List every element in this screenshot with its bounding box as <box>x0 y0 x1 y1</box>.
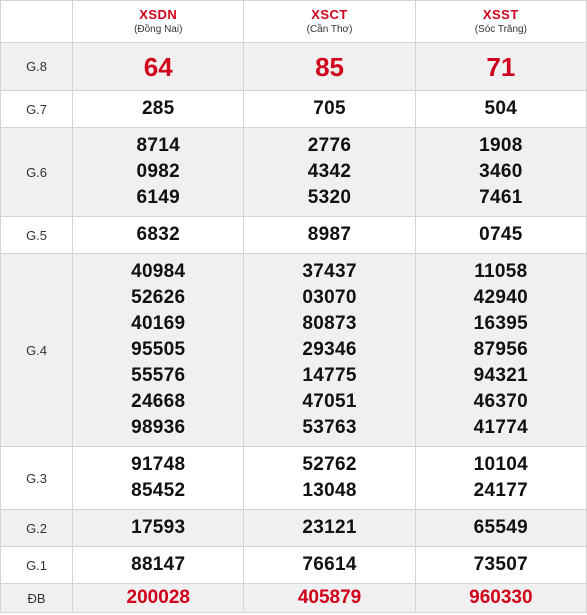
prize-number: 71 <box>486 51 516 82</box>
prize-cell <box>73 217 244 254</box>
province-code[interactable]: XSCT <box>311 6 348 22</box>
prize-number: 0982 <box>136 161 180 182</box>
prize-number: 37437 <box>302 261 357 282</box>
prize-label: G.5 <box>1 217 73 254</box>
prize-label: G.8 <box>1 43 73 91</box>
prize-number: 2776 <box>307 135 352 156</box>
prize-number: 11058 <box>474 261 528 282</box>
prize-cell <box>415 91 586 128</box>
prize-cell <box>415 128 586 217</box>
prize-cell <box>244 43 415 91</box>
prize-cell <box>415 254 586 447</box>
prize-row-g2 <box>1 510 587 547</box>
prize-number: 14775 <box>302 365 357 386</box>
prize-number: 80873 <box>302 313 357 334</box>
prize-cell <box>415 447 586 510</box>
prize-row-special <box>1 584 587 613</box>
prize-number: 73507 <box>473 554 528 575</box>
prize-row-g5 <box>1 217 587 254</box>
province-name: (Cần Thơ) <box>306 23 353 35</box>
prize-label: G.1 <box>1 547 73 584</box>
prize-number: 64 <box>143 51 173 82</box>
prize-number: 6149 <box>136 187 180 208</box>
prize-cell <box>73 128 244 217</box>
special-prize-number: 200028 <box>126 587 190 608</box>
prize-number: 10104 <box>473 454 528 475</box>
prize-number: 87956 <box>473 339 528 360</box>
prize-cell <box>73 254 244 447</box>
prize-cell <box>415 510 586 547</box>
prize-cell <box>415 547 586 584</box>
prize-cell <box>244 510 415 547</box>
prize-cell <box>73 547 244 584</box>
prize-number: 95505 <box>131 339 186 360</box>
prize-number: 98936 <box>131 417 186 438</box>
prize-number: 8714 <box>136 135 180 156</box>
prize-cell <box>244 547 415 584</box>
prize-row-g6 <box>1 128 587 217</box>
prize-number: 85452 <box>131 480 186 501</box>
prize-cell <box>415 584 586 613</box>
prize-cell <box>73 43 244 91</box>
prize-label: G.2 <box>1 510 73 547</box>
province-name: (Đồng Nai) <box>134 23 183 35</box>
prize-cell <box>415 217 586 254</box>
prize-number: 40169 <box>131 313 186 334</box>
prize-number: 24668 <box>131 391 186 412</box>
prize-number: 46370 <box>473 391 528 412</box>
special-prize-number: 405879 <box>297 587 362 608</box>
prize-cell <box>244 584 415 613</box>
prize-cell <box>73 510 244 547</box>
prize-row-g3 <box>1 447 587 510</box>
prize-label: G.4 <box>1 254 73 447</box>
prize-number: 55576 <box>131 365 186 386</box>
prize-number: 91748 <box>131 454 186 475</box>
prize-number: 52762 <box>302 454 357 475</box>
prize-number: 76614 <box>302 554 357 575</box>
prize-label: G.6 <box>1 128 73 217</box>
prize-number: 52626 <box>131 287 186 308</box>
prize-cell <box>244 128 415 217</box>
prize-number: 8987 <box>307 224 352 245</box>
header-corner <box>1 1 73 43</box>
special-prize-number: 960330 <box>469 587 533 608</box>
prize-cell <box>244 91 415 128</box>
province-code[interactable]: XSST <box>482 6 519 22</box>
prize-number: 24177 <box>473 480 528 501</box>
prize-number: 3460 <box>479 161 523 182</box>
prize-label: G.7 <box>1 91 73 128</box>
prize-number: 88147 <box>131 554 186 575</box>
prize-number: 4342 <box>307 161 352 182</box>
prize-number: 17593 <box>131 517 186 538</box>
prize-row-g4 <box>1 254 587 447</box>
prize-number: 47051 <box>302 391 357 412</box>
prize-number: 5320 <box>307 187 352 208</box>
prize-number: 705 <box>313 98 346 119</box>
prize-number: 03070 <box>302 287 357 308</box>
prize-label: G.3 <box>1 447 73 510</box>
prize-cell <box>415 43 586 91</box>
prize-number: 94321 <box>473 365 528 386</box>
prize-row-g8 <box>1 43 587 91</box>
header-row <box>1 1 587 43</box>
prize-number: 7461 <box>479 187 523 208</box>
prize-cell <box>244 217 415 254</box>
prize-row-g1 <box>1 547 587 584</box>
province-header-xsct[interactable] <box>244 1 415 43</box>
prize-number: 29346 <box>302 339 357 360</box>
prize-label: ĐB <box>1 584 73 613</box>
prize-number: 1908 <box>479 135 523 156</box>
prize-number: 40984 <box>131 261 186 282</box>
province-name: (Sóc Trăng) <box>474 23 527 35</box>
province-code[interactable]: XSDN <box>139 6 178 22</box>
prize-number: 504 <box>484 98 518 119</box>
prize-row-g7 <box>1 91 587 128</box>
prize-number: 42940 <box>473 287 528 308</box>
province-header-xsst[interactable] <box>415 1 586 43</box>
prize-number: 6832 <box>136 224 180 245</box>
prize-cell <box>244 447 415 510</box>
prize-cell <box>73 584 244 613</box>
prize-number: 23121 <box>302 517 357 538</box>
prize-cell <box>73 447 244 510</box>
prize-number: 41774 <box>473 417 528 438</box>
prize-number: 285 <box>141 98 175 119</box>
prize-cell <box>244 254 415 447</box>
prize-number: 85 <box>315 51 344 82</box>
prize-number: 65549 <box>473 517 528 538</box>
province-header-xsdn[interactable] <box>73 1 244 43</box>
prize-number: 0745 <box>479 224 523 245</box>
prize-number: 53763 <box>302 417 357 438</box>
prize-cell <box>73 91 244 128</box>
prize-number: 16395 <box>473 313 528 334</box>
prize-number: 13048 <box>302 480 357 501</box>
